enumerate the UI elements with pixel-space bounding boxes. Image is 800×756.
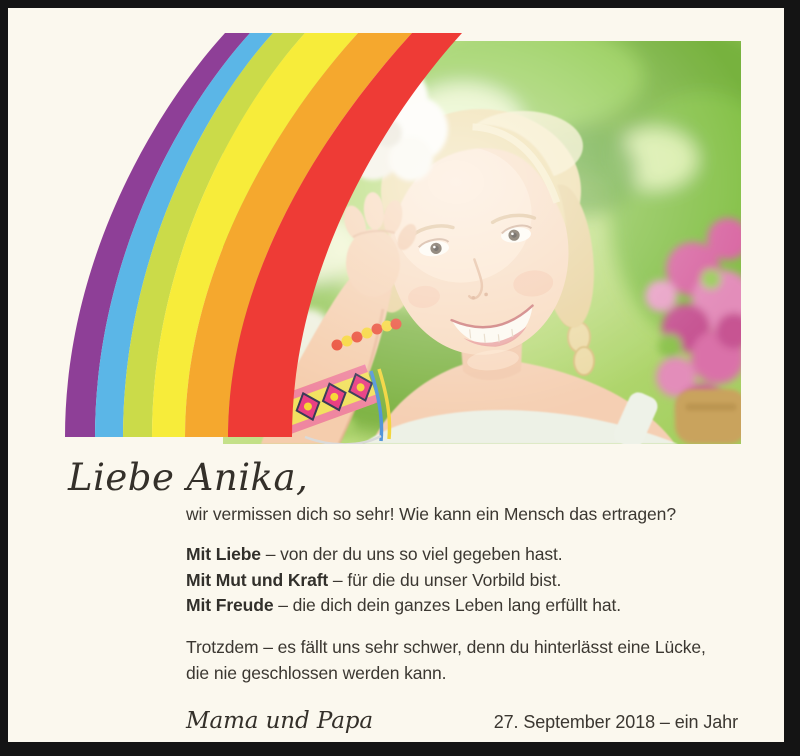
anniversary-date: 27. September 2018 – ein Jahr xyxy=(493,711,738,732)
tribute-line xyxy=(186,542,738,568)
tribute-line xyxy=(186,568,738,594)
footer-row xyxy=(186,708,738,734)
tribute-rest: – die dich dein ganzes Leben lang erfüllt hat. xyxy=(273,595,621,615)
closing-line-2: die nie geschlossen werden kann. xyxy=(186,662,447,683)
memorial-text xyxy=(186,502,738,734)
intro-line: wir vermissen dich so sehr! Wie kann ein Mensch das ertragen? xyxy=(186,504,676,524)
tribute-lead: Mit Liebe xyxy=(186,544,261,564)
tribute-lead: Mit Freude xyxy=(186,595,274,615)
tribute-rest: – für die du unser Vorbild bist. xyxy=(328,569,562,590)
tribute-line xyxy=(186,593,738,619)
closing-paragraph xyxy=(186,634,738,686)
memorial-card xyxy=(8,8,784,742)
garden-portrait-photo xyxy=(223,41,741,444)
photo-illustration xyxy=(223,41,741,444)
tribute-lead: Mit Mut und Kraft xyxy=(186,569,329,590)
signature: Mama und Papa xyxy=(186,707,374,734)
closing-line-1: Trotzdem – es fällt uns sehr schwer, denn du hinterlässt eine Lücke, xyxy=(186,636,706,657)
salutation-heading: Liebe Anika, xyxy=(68,456,309,499)
tribute-rest: – von der du uns so viel gegeben hast. xyxy=(260,544,563,564)
